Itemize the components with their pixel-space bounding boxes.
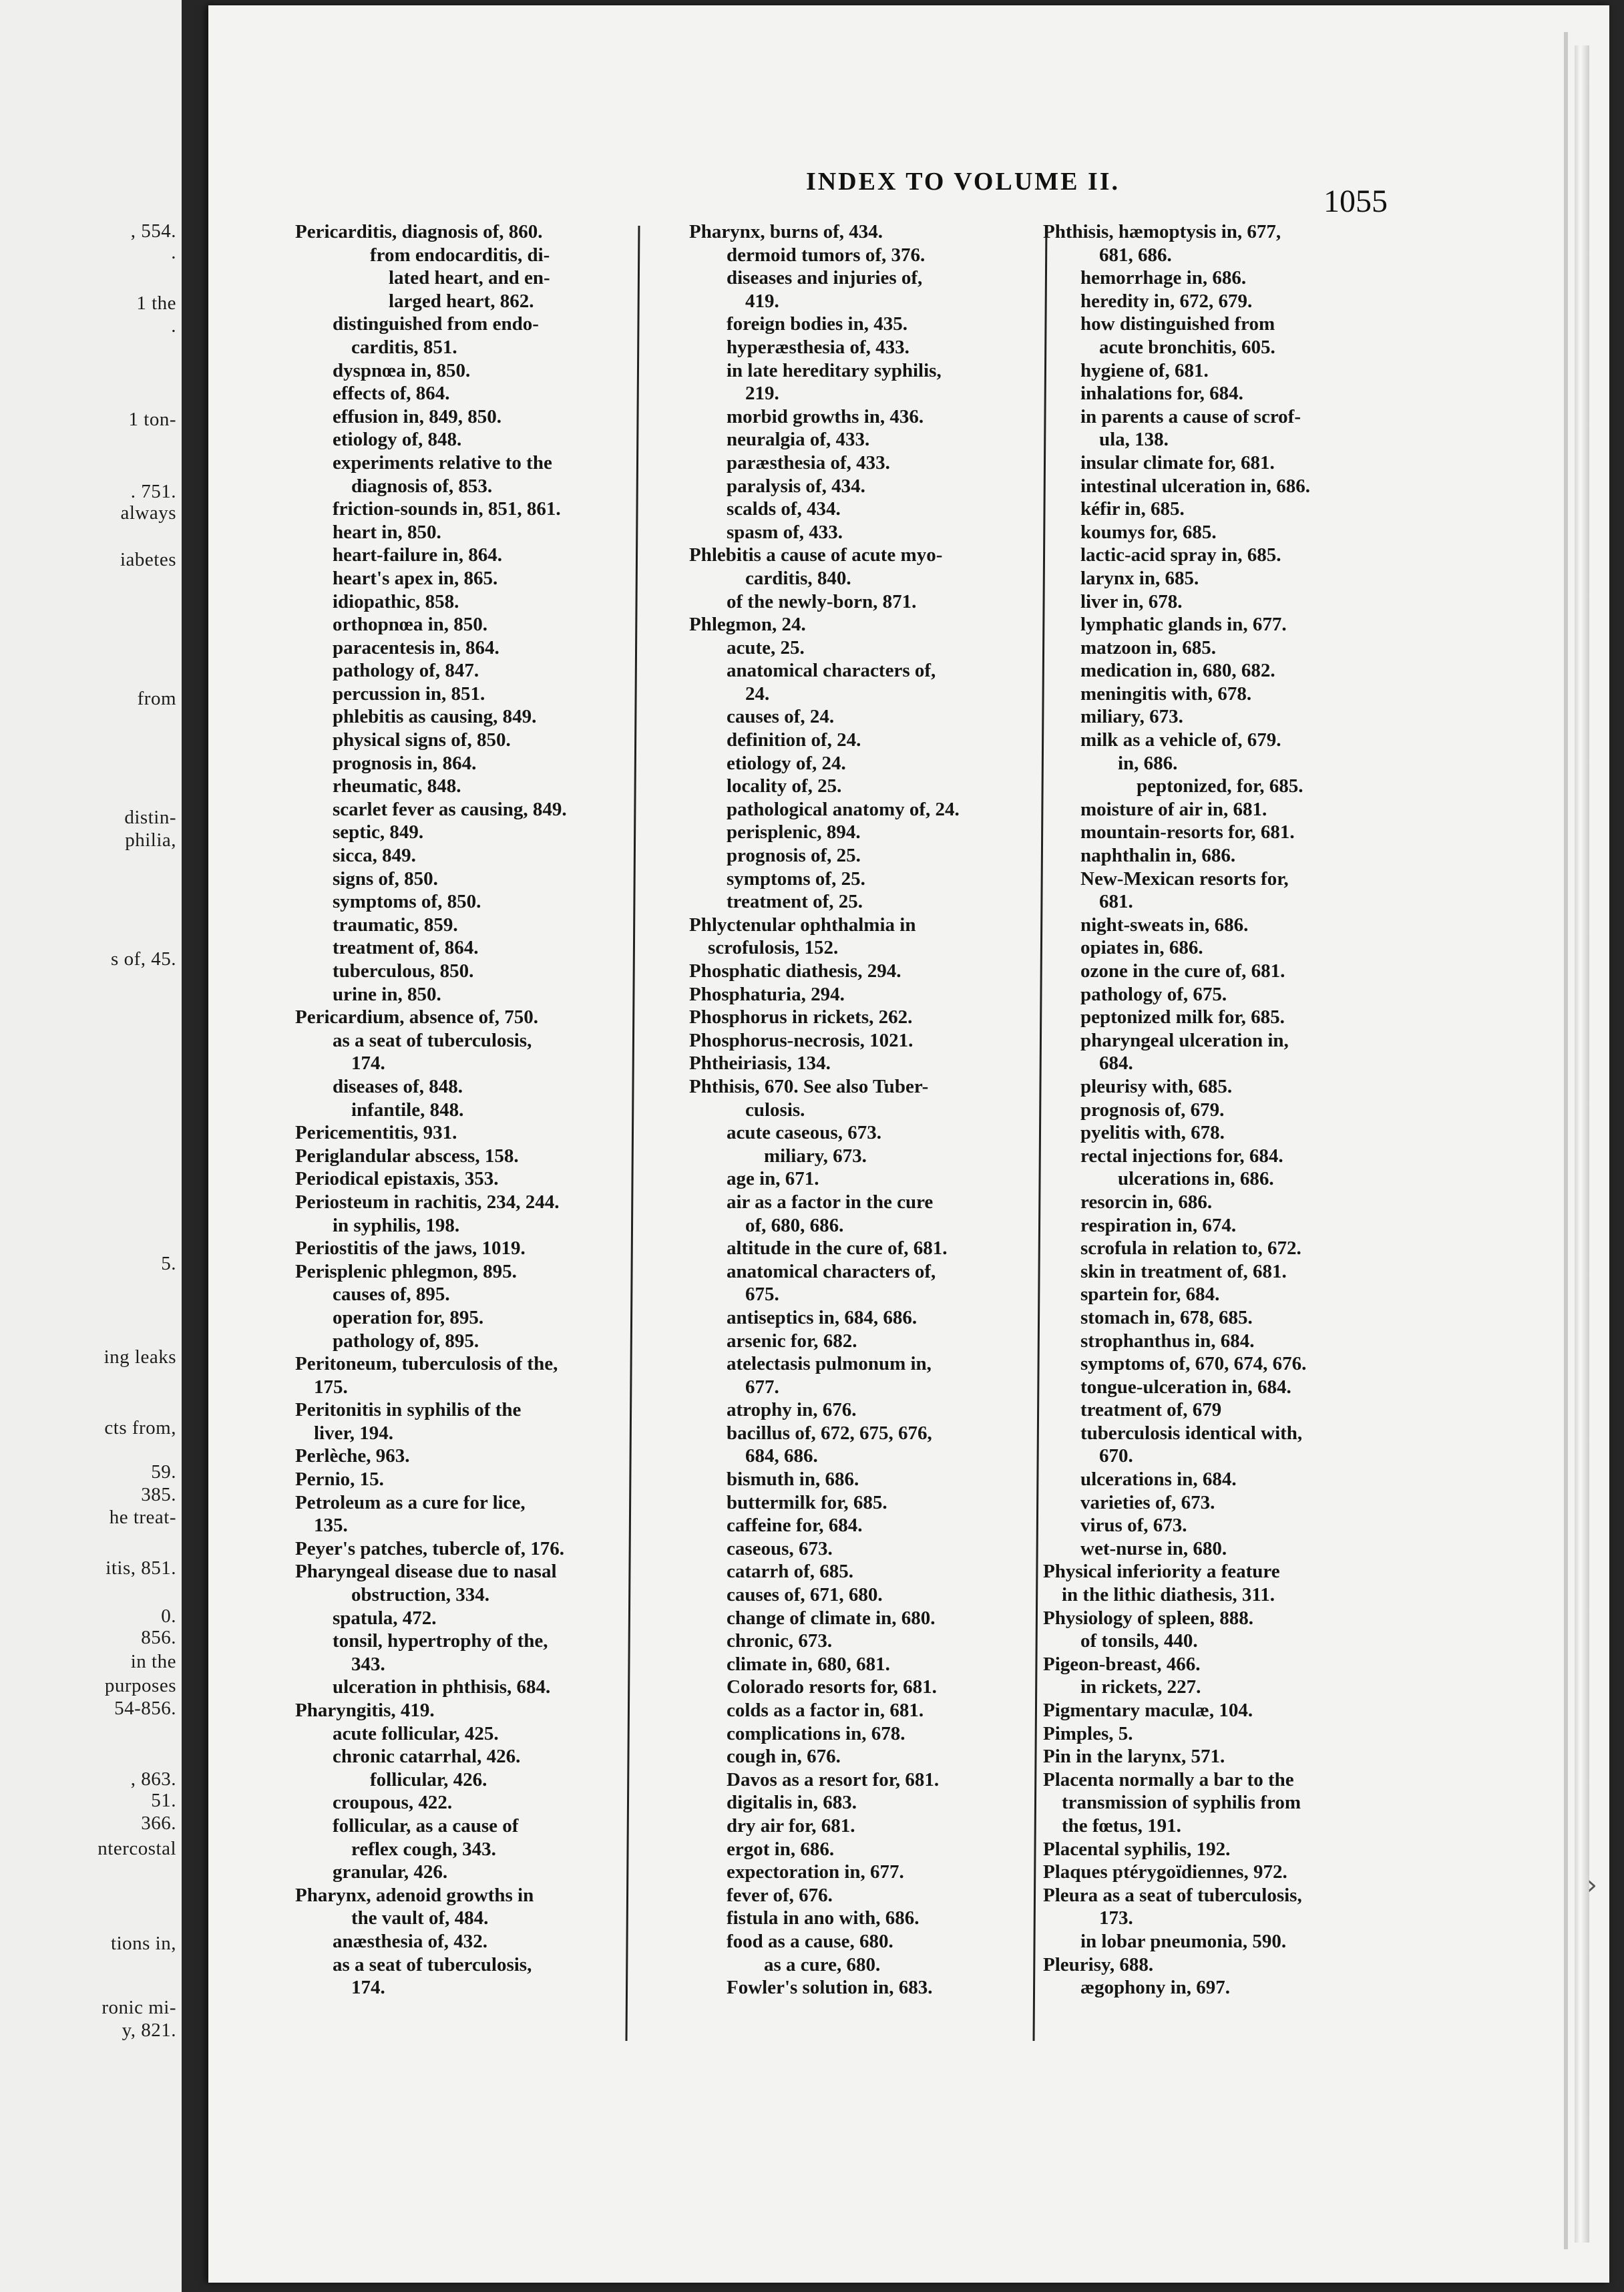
index-subentry: treatment of, 864.: [333, 937, 479, 959]
facing-page-text: 1 ton-: [128, 409, 176, 430]
index-subentry: anatomical characters of,: [727, 1260, 936, 1282]
facing-page-text: , 863.: [130, 1768, 176, 1790]
index-heading-entry: Pin in the larynx, 571.: [1043, 1746, 1225, 1768]
index-subentry: in, 686.: [1118, 752, 1178, 774]
index-subentry: tuberculous, 850.: [333, 960, 474, 982]
index-subentry: culosis.: [745, 1099, 805, 1121]
index-subentry: scrofula in relation to, 672.: [1080, 1237, 1301, 1260]
index-heading-entry: Periosteum in rachitis, 234, 244.: [295, 1191, 560, 1213]
index-subentry: carditis, 840.: [745, 567, 851, 589]
index-subentry: rheumatic, 848.: [333, 775, 461, 797]
index-subentry: of, 680, 686.: [745, 1214, 844, 1236]
index-subentry: opiates in, 686.: [1080, 937, 1203, 959]
index-subentry: as a seat of tuberculosis,: [333, 1029, 532, 1051]
index-subentry: heart-failure in, 864.: [333, 544, 502, 566]
index-subentry: New-Mexican resorts for,: [1080, 868, 1289, 890]
index-subentry: of the newly-born, 871.: [727, 590, 917, 612]
index-subentry: chronic, 673.: [727, 1630, 833, 1652]
index-subentry: lymphatic glands in, 677.: [1080, 614, 1287, 636]
facing-page-text: cts from,: [104, 1417, 176, 1439]
index-subentry: croupous, 422.: [333, 1792, 453, 1814]
index-subentry: rectal injections for, 684.: [1080, 1145, 1283, 1167]
index-subentry: 343.: [351, 1653, 385, 1675]
index-subentry: how distinguished from: [1080, 313, 1275, 335]
index-subentry: the fœtus, 191.: [1062, 1814, 1181, 1837]
index-subentry: distinguished from endo-: [333, 313, 539, 335]
facing-page-text: philia,: [125, 829, 176, 851]
index-subentry: heredity in, 672, 679.: [1080, 290, 1253, 312]
index-subentry: change of climate in, 680.: [727, 1607, 936, 1629]
index-subentry: hemorrhage in, 686.: [1080, 267, 1247, 289]
facing-page-text: s of, 45.: [111, 948, 176, 970]
index-subentry: transmission of syphilis from: [1062, 1792, 1301, 1814]
index-subentry: friction-sounds in, 851, 861.: [333, 498, 561, 520]
index-subentry: in parents a cause of scrof-: [1080, 405, 1301, 427]
index-subentry: as a cure, 680.: [764, 1953, 881, 1975]
index-subentry: spartein for, 684.: [1080, 1284, 1220, 1306]
index-subentry: ulcerations in, 686.: [1118, 1168, 1274, 1190]
page-edge-shadow: [1564, 32, 1568, 2249]
index-heading-entry: Pleurisy, 688.: [1043, 1953, 1154, 1975]
index-subentry: lated heart, and en-: [389, 267, 550, 289]
index-subentry: liver, 194.: [314, 1422, 393, 1444]
index-subentry: paræsthesia of, 433.: [727, 451, 890, 473]
index-subentry: urine in, 850.: [333, 983, 441, 1005]
index-subentry: respiration in, 674.: [1080, 1214, 1237, 1236]
index-subentry: buttermilk for, 685.: [727, 1491, 887, 1513]
index-subentry: virus of, 673.: [1080, 1515, 1187, 1537]
index-page: [208, 5, 1609, 2283]
index-subentry: anatomical characters of,: [727, 660, 936, 682]
index-subentry: 419.: [745, 290, 779, 312]
facing-page-text: 856.: [141, 1627, 176, 1648]
index-subentry: night-sweats in, 686.: [1080, 914, 1249, 936]
index-subentry: pyelitis with, 678.: [1080, 1122, 1225, 1144]
index-heading-entry: Periglandular abscess, 158.: [295, 1145, 519, 1167]
index-subentry: complications in, 678.: [727, 1722, 905, 1744]
index-heading-entry: Peritonitis in syphilis of the: [295, 1399, 522, 1421]
index-subentry: climate in, 680, 681.: [727, 1653, 890, 1675]
index-subentry: follicular, as a cause of: [333, 1814, 519, 1837]
index-heading-entry: Physiology of spleen, 888.: [1043, 1607, 1253, 1629]
index-heading-entry: Phthisis, hæmoptysis in, 677,: [1043, 221, 1281, 242]
index-subentry: 174.: [351, 1053, 385, 1075]
index-subentry: larged heart, 862.: [389, 290, 534, 312]
index-subentry: in rickets, 227.: [1080, 1676, 1201, 1698]
index-subentry: miliary, 673.: [764, 1145, 867, 1167]
index-subentry: digitalis in, 683.: [727, 1792, 857, 1814]
facing-page-text: purposes: [104, 1675, 176, 1696]
index-subentry: caseous, 673.: [727, 1537, 833, 1559]
index-subentry: cough in, 676.: [727, 1746, 841, 1768]
index-subentry: in syphilis, 198.: [333, 1214, 460, 1236]
index-subentry: tuberculosis identical with,: [1080, 1422, 1303, 1444]
index-subentry: moisture of air in, 681.: [1080, 798, 1267, 820]
index-subentry: ægophony in, 697.: [1080, 1977, 1231, 1999]
facing-page-text: y, 821.: [122, 2020, 176, 2041]
index-heading-entry: Pericarditis, diagnosis of, 860.: [295, 221, 543, 242]
index-subentry: from endocarditis, di-: [370, 244, 550, 266]
index-heading-entry: Pigmentary maculæ, 104.: [1043, 1700, 1253, 1721]
index-subentry: definition of, 24.: [727, 729, 861, 751]
index-subentry: tonsil, hypertrophy of the,: [333, 1630, 548, 1652]
index-subentry: physical signs of, 850.: [333, 729, 511, 751]
index-subentry: pleurisy with, 685.: [1080, 1075, 1233, 1097]
index-subentry: liver in, 678.: [1080, 590, 1183, 612]
index-subentry: experiments relative to the: [333, 451, 552, 473]
index-subentry: spasm of, 433.: [727, 521, 843, 543]
index-heading-entry: Phosphaturia, 294.: [689, 983, 845, 1005]
index-heading-entry: Pigeon-breast, 466.: [1043, 1653, 1201, 1675]
index-subentry: diseases and injuries of,: [727, 267, 923, 289]
index-subentry: signs of, 850.: [333, 868, 438, 890]
index-heading-entry: Perlèche, 963.: [295, 1445, 410, 1467]
index-heading-entry: Periodical epistaxis, 353.: [295, 1168, 499, 1190]
index-subentry: Davos as a resort for, 681.: [727, 1768, 940, 1790]
facing-page-text: 5.: [161, 1253, 176, 1274]
index-subentry: etiology of, 848.: [333, 429, 462, 451]
index-subentry: food as a cause, 680.: [727, 1930, 893, 1952]
index-subentry: fever of, 676.: [727, 1884, 833, 1906]
index-subentry: Colorado resorts for, 681.: [727, 1676, 937, 1698]
index-subentry: treatment of, 25.: [727, 891, 863, 913]
index-subentry: air as a factor in the cure: [727, 1191, 934, 1213]
index-subentry: causes of, 24.: [727, 706, 835, 728]
index-heading-entry: Plaques ptérygoïdiennes, 972.: [1043, 1861, 1287, 1883]
index-subentry: 681.: [1099, 891, 1133, 913]
index-subentry: scrofulosis, 152.: [708, 937, 839, 959]
index-subentry: in lobar pneumonia, 590.: [1080, 1930, 1287, 1952]
facing-page-text: 385.: [141, 1484, 176, 1505]
index-subentry: dermoid tumors of, 376.: [727, 244, 926, 266]
index-subentry: etiology of, 24.: [727, 752, 846, 774]
index-subentry: pathology of, 675.: [1080, 983, 1227, 1005]
index-subentry: anæsthesia of, 432.: [333, 1930, 488, 1952]
index-subentry: skin in treatment of, 681.: [1080, 1260, 1287, 1282]
facing-page-text: itis, 851.: [106, 1557, 176, 1579]
index-heading-entry: Periostitis of the jaws, 1019.: [295, 1237, 526, 1260]
index-subentry: 174.: [351, 1977, 385, 1999]
index-subentry: hygiene of, 681.: [1080, 359, 1209, 381]
index-heading-entry: Placenta normally a bar to the: [1043, 1768, 1294, 1790]
index-subentry: of tonsils, 440.: [1080, 1630, 1198, 1652]
index-subentry: ula, 138.: [1099, 429, 1169, 451]
index-subentry: sicca, 849.: [333, 845, 416, 867]
index-subentry: as a seat of tuberculosis,: [333, 1953, 532, 1975]
index-subentry: milk as a vehicle of, 679.: [1080, 729, 1281, 751]
index-heading-entry: Peritoneum, tuberculosis of the,: [295, 1353, 558, 1375]
index-subentry: 173.: [1099, 1907, 1133, 1929]
facing-page-text: 54-856.: [114, 1698, 176, 1719]
index-subentry: Fowler's solution in, 683.: [727, 1977, 933, 1999]
index-subentry: acute caseous, 673.: [727, 1122, 881, 1144]
index-subentry: mountain-resorts for, 681.: [1080, 821, 1295, 843]
index-subentry: miliary, 673.: [1080, 706, 1183, 728]
index-subentry: causes of, 895.: [333, 1284, 450, 1306]
index-heading-entry: Physical inferiority a feature: [1043, 1561, 1280, 1583]
facing-page-text: 366.: [141, 1812, 176, 1834]
index-subentry: catarrh of, 685.: [727, 1561, 854, 1583]
index-subentry: medication in, 680, 682.: [1080, 660, 1275, 682]
index-subentry: obstruction, 334.: [351, 1584, 490, 1606]
index-subentry: 677.: [745, 1376, 779, 1398]
facing-page-text: iabetes: [120, 549, 176, 570]
index-subentry: operation for, 895.: [333, 1306, 484, 1328]
index-subentry: bacillus of, 672, 675, 676,: [727, 1422, 932, 1444]
facing-page-text: ntercostal: [97, 1838, 176, 1859]
facing-page-text: 59.: [151, 1461, 176, 1483]
index-subentry: neuralgia of, 433.: [727, 429, 870, 451]
index-subentry: septic, 849.: [333, 821, 424, 843]
facing-page-text: always: [120, 502, 176, 524]
facing-page-text: ing leaks: [104, 1346, 176, 1368]
index-subentry: paracentesis in, 864.: [333, 636, 499, 658]
index-heading-entry: Phosphatic diathesis, 294.: [689, 960, 901, 982]
index-subentry: phlebitis as causing, 849.: [333, 706, 537, 728]
index-subentry: varieties of, 673.: [1080, 1491, 1215, 1513]
index-heading-entry: Pericementitis, 931.: [295, 1122, 457, 1144]
index-heading-entry: Phlyctenular ophthalmia in: [689, 914, 916, 936]
facing-page-text: .: [171, 242, 176, 263]
index-subentry: 135.: [314, 1515, 348, 1537]
page-number: 1055: [1324, 184, 1388, 219]
index-subentry: reflex cough, 343.: [351, 1838, 496, 1860]
facing-page-text: , 554.: [130, 220, 176, 242]
index-subentry: in late hereditary syphilis,: [727, 359, 942, 381]
index-subentry: diseases of, 848.: [333, 1075, 463, 1097]
index-heading-entry: Petroleum as a cure for lice,: [295, 1491, 526, 1513]
index-subentry: symptoms of, 25.: [727, 868, 865, 890]
index-subentry: wet-nurse in, 680.: [1080, 1537, 1227, 1559]
index-subentry: causes of, 671, 680.: [727, 1584, 883, 1606]
index-subentry: ergot in, 686.: [727, 1838, 835, 1860]
index-subentry: bismuth in, 686.: [727, 1469, 859, 1491]
facing-page-text: distin-: [124, 807, 176, 828]
index-heading-entry: Pleura as a seat of tuberculosis,: [1043, 1884, 1302, 1906]
index-subentry: follicular, 426.: [370, 1768, 487, 1790]
index-heading-entry: Perisplenic phlegmon, 895.: [295, 1260, 517, 1282]
facing-page-fragment: [0, 0, 182, 2292]
index-subentry: 684, 686.: [745, 1445, 818, 1467]
facing-page-text: tions in,: [111, 1933, 176, 1954]
index-subentry: 219.: [745, 383, 779, 405]
index-subentry: larynx in, 685.: [1080, 567, 1199, 589]
facing-page-text: from: [137, 688, 176, 709]
index-subentry: pathology of, 895.: [333, 1330, 479, 1352]
index-subentry: 24.: [745, 683, 770, 705]
page-edge: [1575, 45, 1589, 2243]
index-subentry: caffeine for, 684.: [727, 1515, 863, 1537]
index-subentry: prognosis in, 864.: [333, 752, 477, 774]
index-heading-entry: Phthisis, 670. See also Tuber-: [689, 1075, 929, 1097]
index-subentry: prognosis of, 679.: [1080, 1099, 1225, 1121]
index-heading-entry: Pimples, 5.: [1043, 1722, 1133, 1744]
index-subentry: chronic catarrhal, 426.: [333, 1746, 521, 1768]
index-heading-entry: Phosphorus in rickets, 262.: [689, 1006, 913, 1028]
index-subentry: scalds of, 434.: [727, 498, 841, 520]
index-subentry: atrophy in, 676.: [727, 1399, 857, 1421]
index-subentry: effusion in, 849, 850.: [333, 405, 501, 427]
index-subentry: morbid growths in, 436.: [727, 405, 924, 427]
facing-page-text: in the: [130, 1651, 176, 1672]
index-subentry: acute follicular, 425.: [333, 1722, 499, 1744]
index-subentry: peptonized milk for, 685.: [1080, 1006, 1285, 1028]
index-subentry: peptonized, for, 685.: [1137, 775, 1303, 797]
index-subentry: stomach in, 678, 685.: [1080, 1306, 1253, 1328]
index-subentry: ulceration in phthisis, 684.: [333, 1676, 551, 1698]
index-subentry: resorcin in, 686.: [1080, 1191, 1213, 1213]
index-heading-entry: Placental syphilis, 192.: [1043, 1838, 1231, 1860]
facing-page-text: . 751.: [130, 481, 176, 502]
index-heading-entry: Pharyngitis, 419.: [295, 1700, 435, 1721]
index-subentry: perisplenic, 894.: [727, 821, 861, 843]
index-subentry: lactic-acid spray in, 685.: [1080, 544, 1281, 566]
index-subentry: 675.: [745, 1284, 779, 1306]
index-subentry: tongue-ulceration in, 684.: [1080, 1376, 1291, 1398]
index-subentry: acute bronchitis, 605.: [1099, 336, 1275, 358]
index-subentry: 670.: [1099, 1445, 1133, 1467]
index-subentry: diagnosis of, 853.: [351, 475, 493, 497]
index-heading-entry: Phosphorus-necrosis, 1021.: [689, 1029, 914, 1051]
index-subentry: dry air for, 681.: [727, 1814, 855, 1837]
index-subentry: effects of, 864.: [333, 383, 450, 405]
index-subentry: prognosis of, 25.: [727, 845, 861, 867]
index-subentry: koumys for, 685.: [1080, 521, 1217, 543]
running-header: INDEX TO VOLUME II.: [805, 168, 1121, 196]
index-subentry: intestinal ulceration in, 686.: [1080, 475, 1310, 497]
index-subentry: traumatic, 859.: [333, 914, 458, 936]
index-heading-entry: Phtheiriasis, 134.: [689, 1053, 831, 1075]
index-heading-entry: Phlebitis a cause of acute myo-: [689, 544, 943, 566]
index-subentry: treatment of, 679: [1080, 1399, 1222, 1421]
index-column-3: [1043, 220, 1524, 1999]
facing-page-text: 1 the: [136, 293, 176, 314]
index-heading-entry: Pharynx, adenoid growths in: [295, 1884, 534, 1906]
facing-page-text: .: [171, 315, 176, 337]
index-subentry: expectoration in, 677.: [727, 1861, 904, 1883]
index-heading-entry: Pharynx, burns of, 434.: [689, 221, 883, 242]
index-subentry: idiopathic, 858.: [333, 590, 459, 612]
index-subentry: dyspnœa in, 850.: [333, 359, 471, 381]
index-subentry: 175.: [314, 1376, 348, 1398]
index-subentry: strophanthus in, 684.: [1080, 1330, 1255, 1352]
index-subentry: 681, 686.: [1099, 244, 1172, 266]
index-subentry: orthopnœa in, 850.: [333, 614, 488, 636]
index-subentry: hyperæsthesia of, 433.: [727, 336, 909, 358]
index-subentry: inhalations for, 684.: [1080, 383, 1243, 405]
index-subentry: pathology of, 847.: [333, 660, 479, 682]
index-subentry: ozone in the cure of, 681.: [1080, 960, 1285, 982]
index-subentry: granular, 426.: [333, 1861, 448, 1883]
facing-page-text: 0.: [161, 1605, 176, 1627]
index-subentry: kéfir in, 685.: [1080, 498, 1185, 520]
facing-page-text: 51.: [151, 1790, 176, 1811]
index-subentry: locality of, 25.: [727, 775, 842, 797]
index-subentry: symptoms of, 670, 674, 676.: [1080, 1353, 1307, 1375]
index-subentry: atelectasis pulmonum in,: [727, 1353, 932, 1375]
index-subentry: age in, 671.: [727, 1168, 819, 1190]
index-subentry: insular climate for, 681.: [1080, 451, 1275, 473]
index-subentry: paralysis of, 434.: [727, 475, 865, 497]
index-heading-entry: Pernio, 15.: [295, 1469, 384, 1491]
facing-page-text: ronic mi-: [102, 1997, 176, 2018]
index-subentry: heart's apex in, 865.: [333, 567, 498, 589]
index-subentry: spatula, 472.: [333, 1607, 437, 1629]
index-heading-entry: Pericardium, absence of, 750.: [295, 1006, 539, 1028]
index-subentry: fistula in ano with, 686.: [727, 1907, 920, 1929]
index-subentry: arsenic for, 682.: [727, 1330, 857, 1352]
index-subentry: the vault of, 484.: [351, 1907, 489, 1929]
index-subentry: naphthalin in, 686.: [1080, 845, 1236, 867]
index-subentry: foreign bodies in, 435.: [727, 313, 907, 335]
index-subentry: 684.: [1099, 1053, 1133, 1075]
index-subentry: altitude in the cure of, 681.: [727, 1237, 948, 1260]
index-subentry: heart in, 850.: [333, 521, 441, 543]
index-subentry: carditis, 851.: [351, 336, 457, 358]
index-subentry: meningitis with, 678.: [1080, 683, 1252, 705]
index-subentry: infantile, 848.: [351, 1099, 464, 1121]
index-subentry: percussion in, 851.: [333, 683, 485, 705]
index-subentry: antiseptics in, 684, 686.: [727, 1306, 918, 1328]
index-heading-entry: Phlegmon, 24.: [689, 614, 806, 636]
index-subentry: pathological anatomy of, 24.: [727, 798, 960, 820]
index-subentry: scarlet fever as causing, 849.: [333, 798, 567, 820]
index-subentry: acute, 25.: [727, 636, 805, 658]
index-subentry: ulcerations in, 684.: [1080, 1469, 1237, 1491]
index-subentry: symptoms of, 850.: [333, 891, 481, 913]
index-subentry: pharyngeal ulceration in,: [1080, 1029, 1289, 1051]
index-heading-entry: Pharyngeal disease due to nasal: [295, 1561, 557, 1583]
index-subentry: colds as a factor in, 681.: [727, 1700, 924, 1721]
chevron-right-icon: ›: [1587, 1870, 1597, 1901]
index-subentry: in the lithic diathesis, 311.: [1062, 1584, 1275, 1606]
index-subentry: matzoon in, 685.: [1080, 636, 1216, 658]
index-heading-entry: Peyer's patches, tubercle of, 176.: [295, 1537, 564, 1559]
facing-page-text: he treat-: [109, 1507, 176, 1528]
